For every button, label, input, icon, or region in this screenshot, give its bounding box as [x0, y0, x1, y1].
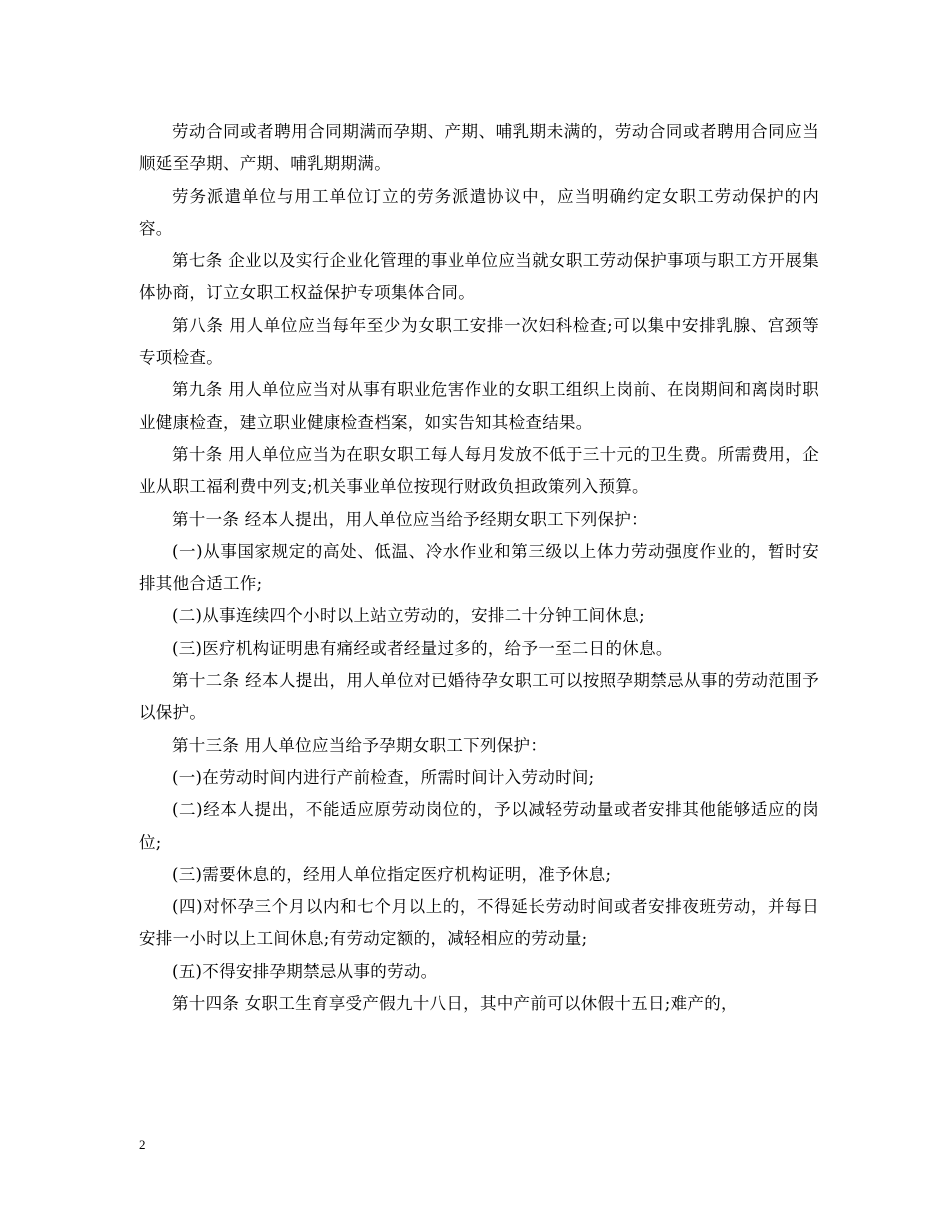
page-number: 2 [139, 1137, 146, 1152]
list-item: (二)从事连续四个小时以上站立劳动的，安排二十分钟工间休息; [172, 606, 645, 626]
article-8: 第八条 用人单位应当每年至少为女职工安排一次妇科检查;可以集中安排乳腺、宫颈等专项检查。 [139, 315, 819, 368]
paragraph: 劳务派遣单位与用工单位订立的劳务派遣协议中，应当明确约定女职工劳动保护的内容。 [139, 186, 819, 238]
article-11: 第十一条 经本人提出，用人单位应当给予经期女职工下列保护： [172, 509, 648, 529]
list-item: (三)需要休息的，经用人单位指定医疗机构证明，准予休息; [172, 864, 612, 884]
list-item: (二)经本人提出，不能适应原劳动岗位的，予以减轻劳动量或者安排其他能够适应的岗位; [139, 800, 819, 852]
list-item: (一)从事国家规定的高处、低温、冷水作业和第三级以上体力劳动强度作业的，暂时安排其他合适工作; [139, 541, 819, 594]
article-13: 第十三条 用人单位应当给予孕期女职工下列保护： [172, 735, 548, 755]
list-item: (三)医疗机构证明患有痛经或者经量过多的，给予一至二日的休息。 [172, 638, 673, 658]
article-14: 第十四条 女职工生育享受产假九十八日，其中产前可以休假十五日;难产的， [172, 994, 738, 1014]
paragraph: 劳动合同或者聘用合同期满而孕期、产期、哺乳期未满的，劳动合同或者聘用合同应当顺延至孕期、产期、哺乳期期满。 [139, 122, 819, 174]
article-12: 第十二条 经本人提出，用人单位对已婚待孕女职工可以按照孕期禁忌从事的劳动范围予以保护。 [139, 671, 819, 723]
list-item: (四)对怀孕三个月以内和七个月以上的，不得延长劳动时间或者安排夜班劳动，并每日安排一小时以上工间休息;有劳动定额的，减轻相应的劳动量; [139, 897, 819, 949]
article-9: 第九条 用人单位应当对从事有职业危害作业的女职工组织上岗前、在岗期间和离岗时职业健康检查，建立职业健康检查档案，如实告知其检查结果。 [139, 380, 819, 432]
document-body [139, 116, 819, 1020]
article-10: 第十条 用人单位应当为在职女职工每人每月发放不低于三十元的卫生费。所需费用，企业从职工福利费中列支;机关事业单位按现行财政负担政策列入预算。 [139, 444, 819, 497]
list-item: (一)在劳动时间内进行产前检查，所需时间计入劳动时间; [172, 767, 595, 787]
article-7: 第七条 企业以及实行企业化管理的事业单位应当就女职工劳动保护事项与职工方开展集体协商，订立女职工权益保护专项集体合同。 [139, 251, 819, 303]
list-item: (五)不得安排孕期禁忌从事的劳动。 [172, 961, 438, 981]
